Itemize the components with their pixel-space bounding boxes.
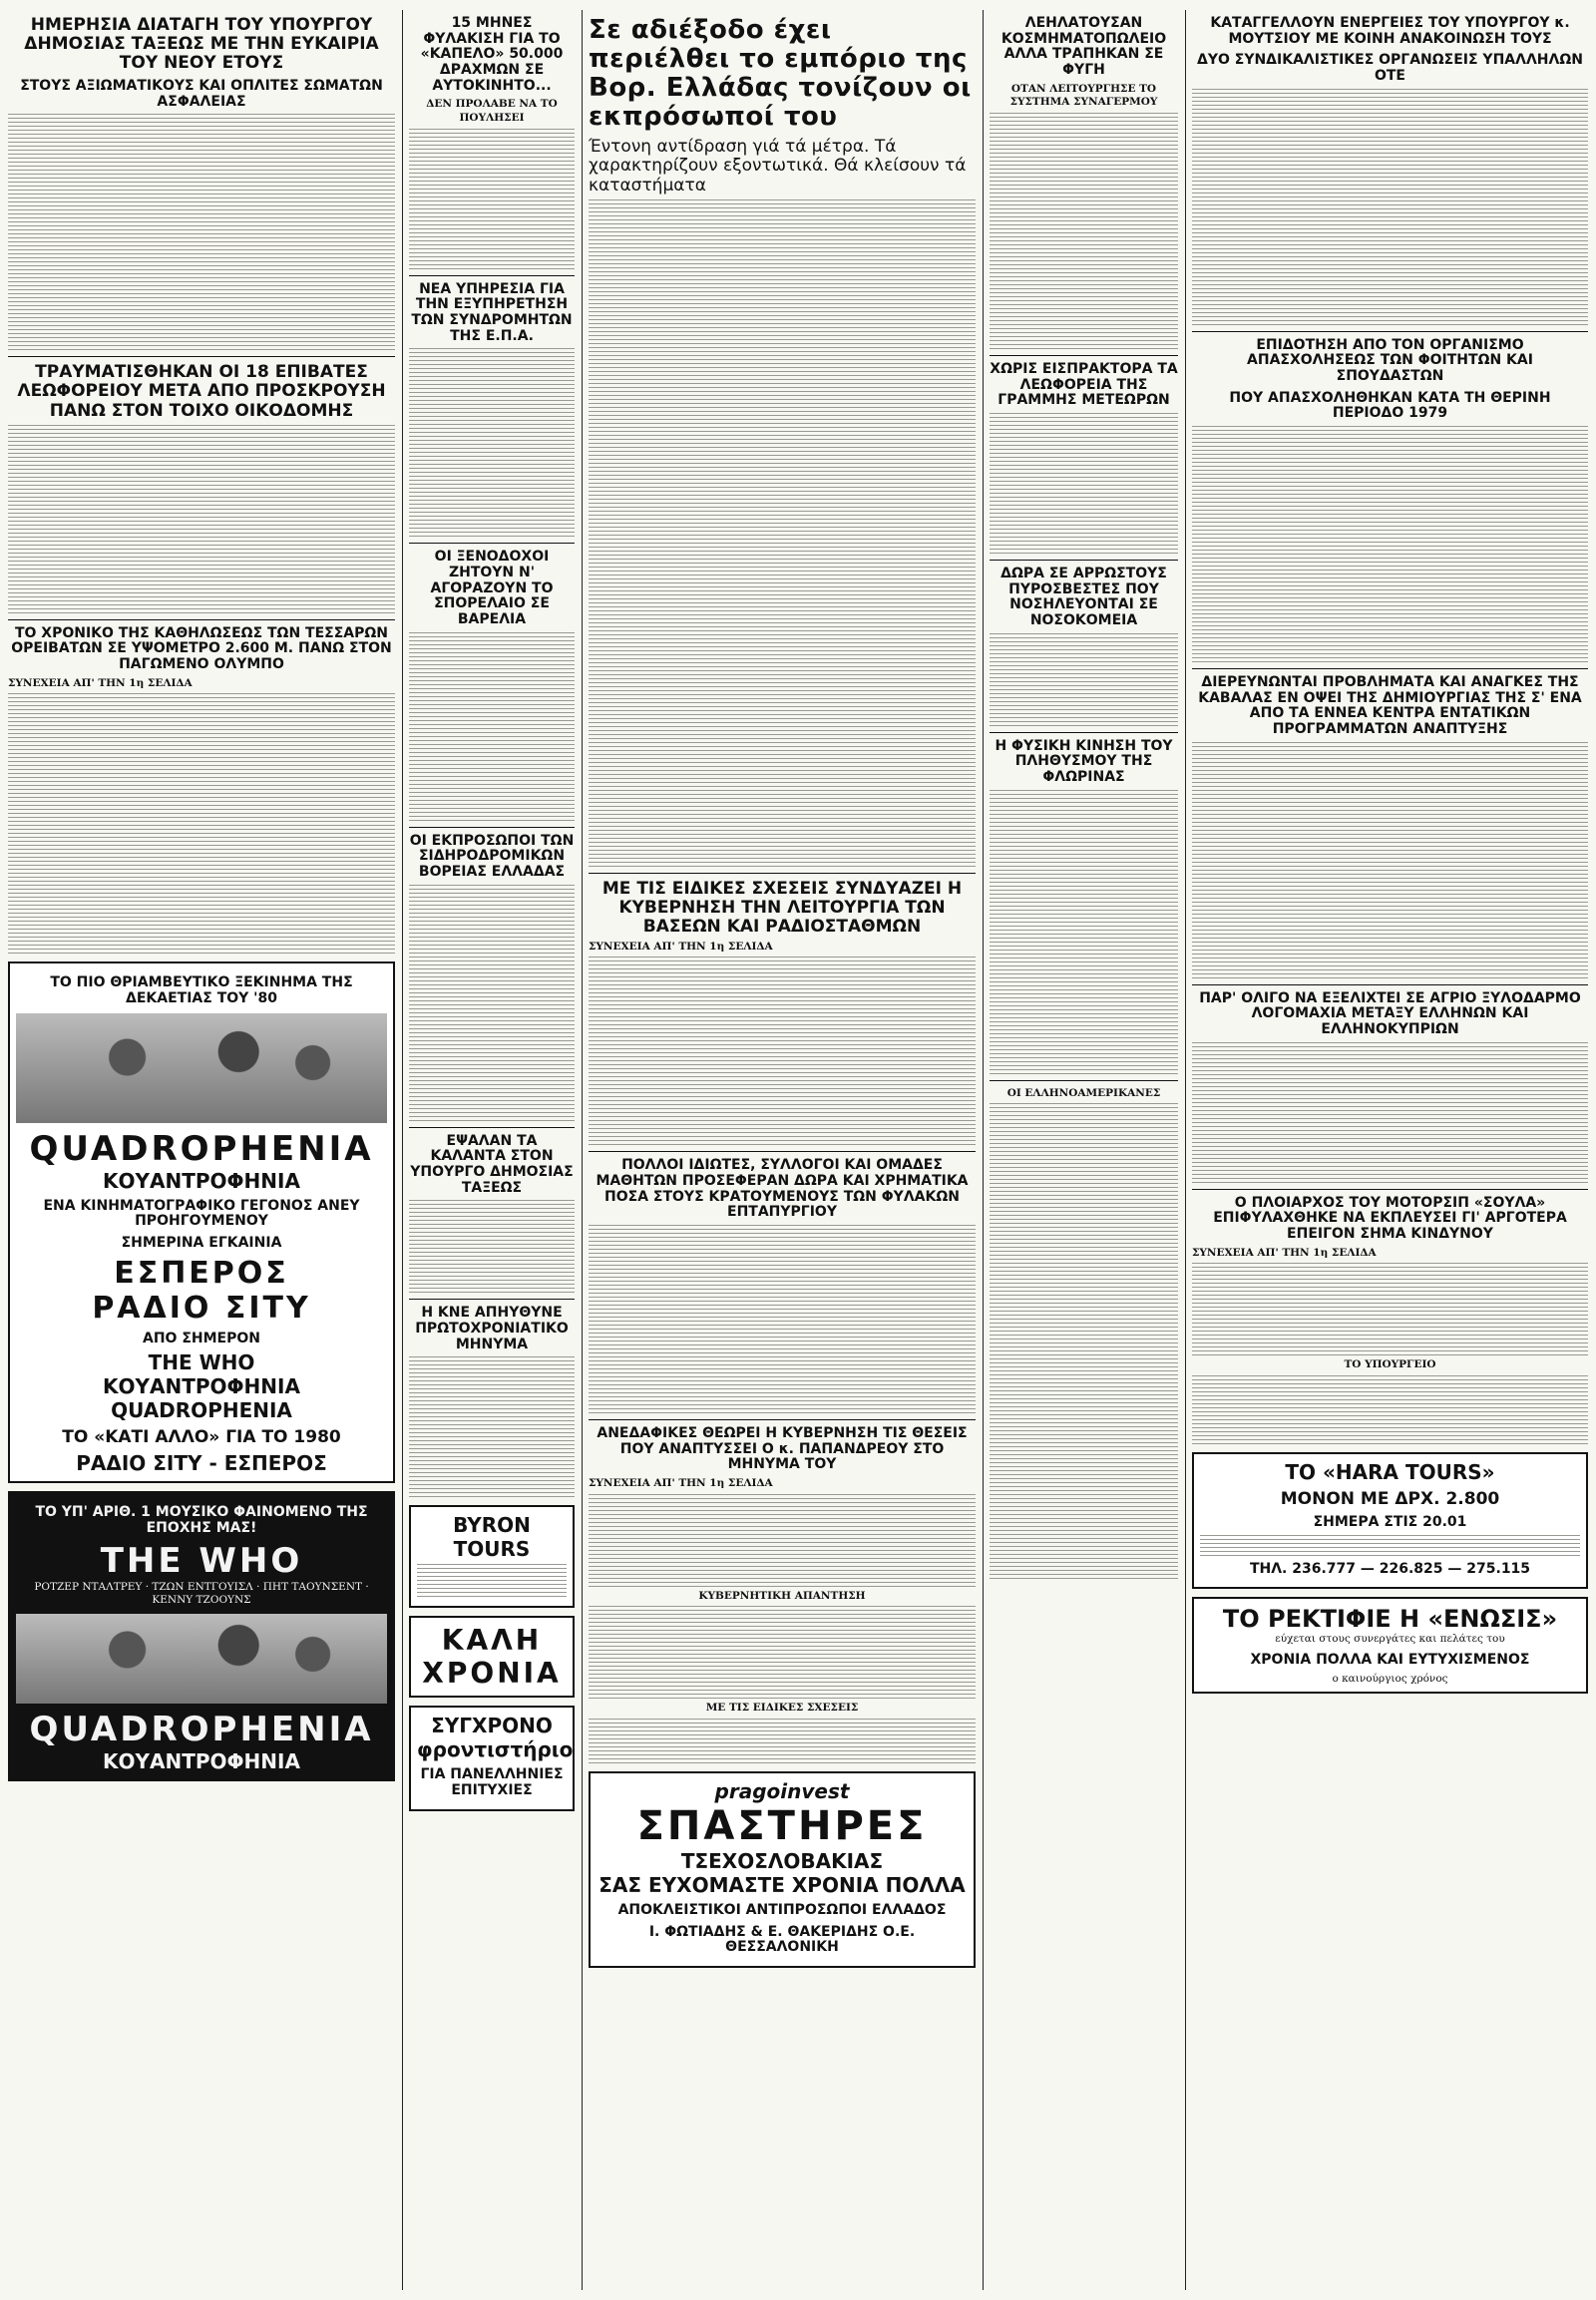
- continuation-note: ΣΥΝΕΧΕΙΑ ΑΠ' ΤΗΝ 1η ΣΕΛΙΔΑ: [589, 940, 773, 953]
- ad-band: THE WHO: [100, 1540, 303, 1581]
- travel-advertisement: [1192, 1452, 1588, 1589]
- headline: 15 ΜΗΝΕΣ ΦΥΛΑΚΙΣΗ ΓΙΑ ΤΟ «ΚΑΠΕΛΟ» 50.000 ΔΡΑΧΜΩΝ ΣΕ ΑΥΤΟΚΙΝΗΤΟ...: [420, 15, 564, 94]
- section-subheading: ΟΙ ΕΛΛΗΝΟΑΜΕΡΙΚΑΝΕΣ: [1006, 1086, 1161, 1099]
- ad-date: ΑΠΟ ΣΗΜΕΡΟΝ: [143, 1330, 260, 1346]
- ad-line: εύχεται στους συνεργάτες και πελάτες του: [1275, 1633, 1505, 1646]
- headline: ΟΙ ΕΚΠΡΟΣΩΠΟΙ ΤΩΝ ΣΙΔΗΡΟΔΡΟΜΙΚΩΝ ΒΟΡΕΙΑΣ ΕΛΛΑΔΑΣ: [409, 832, 575, 881]
- film-advertisement: [8, 1491, 395, 1781]
- continuation-note: ΣΥΝΕΧΕΙΑ ΑΠ' ΤΗΝ 1η ΣΕΛΙΔΑ: [589, 1476, 773, 1489]
- headline: ΚΑΤΑΓΓΕΛΛΟΥΝ ΕΝΕΡΓΕΙΕΣ ΤΟΥ ΥΠΟΥΡΓΟΥ κ. ΜΟΥΤΣΙΟΥ ΜΕ ΚΟΙΝΗ ΑΝΑΚΟΙΝΩΣΗ ΤΟΥΣ: [1210, 15, 1570, 47]
- ad-company: Ι. ΦΩΤΙΑΔΗΣ & Ε. ΘΑΚΕΡΙΔΗΣ Ο.Ε. ΘΕΣΣΑΛΟΝΙΚΗ: [648, 1923, 916, 1956]
- headline: ΜΕ ΤΙΣ ΕΙΔΙΚΕΣ ΣΧΕΣΕΙΣ ΣΥΝΔΥΑΖΕΙ Η ΚΥΒΕΡΝΗΣΗ ΤΗΝ ΛΕΙΤΟΥΡΓΙΑ ΤΩΝ ΒΑΣΕΩΝ ΚΑΙ ΡΑΔΙΟΣΤΑΘΜΩΝ: [601, 878, 963, 937]
- headline: ΟΙ ΞΕΝΟΔΟΧΟΙ ΖΗΤΟΥΝ Ν' ΑΓΟΡΑΖΟΥΝ ΤΟ ΣΠΟΡΕΛΑΙΟ ΣΕ ΒΑΡΕΛΙΑ: [430, 549, 554, 628]
- headline: ΗΜΕΡΗΣΙΑ ΔΙΑΤΑΓΗ ΤΟΥ ΥΠΟΥΡΓΟΥ ΔΗΜΟΣΙΑΣ ΤΑΞΕΩΣ ΜΕ ΤΗΝ ΕΥΚΑΙΡΙΑ ΤΟΥ ΝΕΟΥ ΕΤΟΥΣ: [24, 15, 379, 74]
- ad-title: ΚΑΛΗ ΧΡΟΝΙΑ: [422, 1624, 562, 1691]
- article-body: [990, 413, 1178, 554]
- ad-members: ΡΟΤΖΕΡ ΝΤΑΛΤΡΕΥ · ΤΖΩΝ ΕΝΤΓΟΥΙΣΛ · ΠΗΤ ΤΑΟΥΝΣΕΝΤ · ΚΕΝΝΥ ΤΖΟΟΥΝΣ: [34, 1580, 369, 1607]
- column-4: [990, 10, 1178, 2290]
- headline: ΔΩΡΑ ΣΕ ΑΡΡΩΣΤΟΥΣ ΠΥΡΟΣΒΕΣΤΕΣ ΠΟΥ ΝΟΣΗΛΕΥΟΝΤΑΙ ΣΕ ΝΟΣΟΚΟΜΕΙΑ: [1000, 565, 1167, 628]
- ad-opening: ΣΗΜΕΡΙΝΑ ΕΓΚΑΙΝΙΑ: [121, 1234, 282, 1251]
- ad-title: QUADROPHENIA: [29, 1709, 374, 1749]
- headline: ΝΕΑ ΥΠΗΡΕΣΙΑ ΓΙΑ ΤΗΝ ΕΞΥΠΗΡΕΤΗΣΗ ΤΩΝ ΣΥΝΔΡΟΜΗΤΩΝ ΤΗΣ Ε.Π.Α.: [411, 280, 573, 344]
- ad-cinema: ΡΑΔΙΟ ΣΙΤΥ: [92, 1290, 311, 1326]
- headline: ΠΑΡ' ΟΛΙΓΟ ΝΑ ΕΞΕΛΙΧΤΕΙ ΣΕ ΑΓΡΙΟ ΞΥΛΟΔΑΡΜΟ ΛΟΓΟΜΑΧΙΑ ΜΕΤΑΞΥ ΕΛΛΗΝΩΝ ΚΑΙ ΕΛΛΗΝΟΚΥΠΡΙΩΝ: [1199, 989, 1581, 1038]
- ad-cinema: ΕΣΠΕΡΟΣ: [114, 1255, 289, 1291]
- continuation-note: ΣΥΝΕΧΕΙΑ ΑΠ' ΤΗΝ 1η ΣΕΛΙΔΑ: [1192, 1246, 1377, 1259]
- rectifier-advertisement: [1192, 1597, 1588, 1694]
- column-2: [409, 10, 575, 2290]
- ad-tagline: ΤΟ ΠΙΟ ΘΡΙΑΜΒΕΥΤΙΚΟ ΞΕΚΙΝΗΜΑ ΤΗΣ ΔΕΚΑΕΤΙΑΣ ΤΟΥ '80: [50, 974, 353, 1006]
- ad-subtitle: ΚΟΥΑΝΤΡΟΦΗΝΙΑ: [103, 1168, 300, 1193]
- article-body: [409, 1356, 575, 1497]
- ad-title: BYRON TOURS: [453, 1513, 531, 1562]
- subheadline: ΠΟΥ ΑΠΑΣΧΟΛΗΘΗΚΑΝ ΚΑΤΑ ΤΗ ΘΕΡΙΝΗ ΠΕΡΙΟΔΟ 1979: [1229, 389, 1551, 422]
- school-advertisement: [409, 1706, 575, 1810]
- travel-advertisement: [409, 1505, 575, 1608]
- ad-date: ΣΗΜΕΡΑ ΣΤΙΣ 20.01: [1313, 1514, 1467, 1531]
- article-body: [589, 1225, 976, 1413]
- headline: Η ΚΝΕ ΑΠΗΥΘΥΝΕ ΠΡΩΤΟΧΡΟΝΙΑΤΙΚΟ ΜΗΝΥΜΑ: [415, 1305, 569, 1352]
- article-body: [1192, 426, 1588, 662]
- subheadline: ΔΕΝ ΠΡΟΛΑΒΕ ΝΑ ΤΟ ΠΟΥΛΗΣΕΙ: [426, 98, 558, 124]
- ad-cinemas: ΡΑΔΙΟ ΣΙΤΥ - ΕΣΠΕΡΟΣ: [76, 1451, 327, 1476]
- headline: ΠΟΛΛΟΙ ΙΔΙΩΤΕΣ, ΣΥΛΛΟΓΟΙ ΚΑΙ ΟΜΑΔΕΣ ΜΑΘΗΤΩΝ ΠΡΟΣΕΦΕΡΑΝ ΔΩΡΑ ΚΑΙ ΧΡΗΜΑΤΙΚΑ ΠΟΣΑ ΣΤΟΥΣ ΚΡΑΤΟΥΜΕΝΟΥΣ ΤΩΝ ΦΥΛΑΚΩΝ ΕΠΤΑΠΥΡΓΙΟΥ: [596, 1157, 969, 1221]
- ad-event: ΕΝΑ ΚΙΝΗΜΑΤΟΓΡΑΦΙΚΟ ΓΕΓΟΝΟΣ ΑΝΕΥ ΠΡΟΗΓΟΥΜΕΝΟΥ: [43, 1197, 360, 1230]
- ad-greeting: ΧΡΟΝΙΑ ΠΟΛΛΑ ΚΑΙ ΕΥΤΥΧΙΣΜΕΝΟΣ: [1250, 1652, 1530, 1669]
- subheadline: ΟΤΑΝ ΛΕΙΤΟΥΡΓΗΣΕ ΤΟ ΣΥΣΤΗΜΑ ΣΥΝΑΓΕΡΜΟΥ: [1009, 82, 1158, 109]
- main-column: [589, 10, 976, 2290]
- article-body: [409, 1200, 575, 1293]
- section-subheading: ΜΕ ΤΙΣ ΕΙΔΙΚΕΣ ΣΧΕΣΕΙΣ: [705, 1702, 859, 1715]
- column-rule: [582, 10, 583, 2290]
- ad-country: ΤΣΕΧΟΣΛΟΒΑΚΙΑΣ: [680, 1848, 884, 1873]
- cinema-advertisement: [8, 961, 395, 1483]
- headline: Η ΦΥΣΙΚΗ ΚΙΝΗΣΗ ΤΟΥ ΠΛΗΘΥΣΜΟΥ ΤΗΣ ΦΛΩΡΙΝΑΣ: [995, 737, 1173, 786]
- column-5: [1192, 10, 1588, 2290]
- ad-title: ΣΠΑΣΤΗΡΕΣ: [636, 1802, 928, 1849]
- headline: ΤΟ ΧΡΟΝΙΚΟ ΤΗΣ ΚΑΘΗΛΩΣΕΩΣ ΤΩΝ ΤΕΣΣΑΡΩΝ ΟΡΕΙΒΑΤΩΝ ΣΕ ΥΨΟΜΕΤΡΟ 2.600 Μ. ΠΑΝΩ ΣΤΟΝ ΠΑΓΩΜΕΝΟ ΟΛΥΜΠΟ: [11, 624, 392, 672]
- article-body: [1192, 1263, 1588, 1355]
- ad-offer: ΜΟΝΟΝ ΜΕ ΔΡΧ. 2.800: [1280, 1489, 1500, 1510]
- main-deck: Έντονη αντίδραση γιά τά μέτρα. Τά χαρακτηρίζουν εξοντωτικά. Θά κλείσουν τά καταστήματα: [589, 137, 967, 195]
- article-body: [990, 633, 1178, 726]
- ad-brand: ΤΟ «HARA TOURS»: [1285, 1460, 1495, 1485]
- headline: ΕΠΙΔΟΤΗΣΗ ΑΠΟ ΤΟΝ ΟΡΓΑΝΙΣΜΟ ΑΠΑΣΧΟΛΗΣΕΩΣ ΤΩΝ ΦΟΙΤΗΤΩΝ ΚΑΙ ΣΠΟΥΔΑΣΤΩΝ: [1247, 336, 1533, 385]
- headline: ΔΙΕΡΕΥΝΩΝΤΑΙ ΠΡΟΒΛΗΜΑΤΑ ΚΑΙ ΑΝΑΓΚΕΣ ΤΗΣ ΚΑΒΑΛΑΣ ΕΝ ΟΨΕΙ ΤΗΣ ΔΗΜΙΟΥΡΓΙΑΣ ΤΗΣ Σ' ΕΝΑ ΑΠΟ ΤΑ ΕΝΝΕΑ ΚΕΝΤΡΑ ΕΝΤΑΤΙΚΩΝ ΠΡΟΓΡΑΜΜΑΤΩΝ ΑΝΑΠΤΥΞΗΣ: [1198, 674, 1582, 738]
- article-body: [990, 1103, 1178, 1579]
- article-body: [589, 1606, 976, 1699]
- article-body: [589, 957, 976, 1145]
- subheadline: ΔΥΟ ΣΥΝΔΙΚΑΛΙΣΤΙΚΕΣ ΟΡΓΑΝΩΣΕΙΣ ΥΠΑΛΛΗΛΩΝ ΟΤΕ: [1197, 52, 1583, 85]
- headline: Ο ΠΛΟΙΑΡΧΟΣ ΤΟΥ ΜΟΤΟΡΣΙΠ «ΣΟΥΛΑ» ΕΠΙΦΥΛΑΧΘΗΚΕ ΝΑ ΕΚΠΛΕΥΣΕΙ ΓΙ' ΑΡΓΟΤΕΡΑ ΕΠΕΙΓΟΝ ΣΗΜΑ ΚΙΝΔΥΝΟΥ: [1213, 1194, 1567, 1243]
- column-rule: [402, 10, 403, 2290]
- article-body: [8, 114, 395, 350]
- ad-year: ο καινούργιος χρόνος: [1332, 1672, 1448, 1685]
- machinery-advertisement: [589, 1771, 976, 1968]
- section-subheading: ΤΟ ΥΠΟΥΡΓΕΙΟ: [1344, 1358, 1436, 1371]
- article-body: [8, 693, 395, 954]
- article-body: [409, 885, 575, 1121]
- headline: ΤΡΑΥΜΑΤΙΣΘΗΚΑΝ ΟΙ 18 ΕΠΙΒΑΤΕΣ ΛΕΩΦΟΡΕΙΟΥ ΜΕΤΑ ΑΠΟ ΠΡΟΣΚΡΟΥΣΗ ΠΑΝΩ ΣΤΟΝ ΤΟΙΧΟ ΟΙΚΟΔΟΜΗΣ: [17, 362, 386, 421]
- ad-title: ΣΥΓΧΡΟΝΟ φροντιστήριο: [417, 1714, 574, 1762]
- column-1: [8, 10, 395, 2290]
- ad-band: THE WHO: [148, 1350, 255, 1375]
- ad-subtitle: ΓΙΑ ΠΑΝΕΛΛΗΝΙΕΣ ΕΠΙΤΥΧΙΕΣ: [420, 1766, 564, 1799]
- column-rule: [983, 10, 984, 2290]
- ad-film: ΚΟΥΑΝΤΡΟΦΗΝΙΑ QUADROPHENIA: [103, 1374, 300, 1423]
- ad-title: QUADROPHENIA: [29, 1128, 374, 1169]
- article-body: [1192, 1042, 1588, 1183]
- ad-representatives: ΑΠΟΚΛΕΙΣΤΙΚΟΙ ΑΝΤΙΠΡΟΣΩΠΟΙ ΕΛΛΑΔΟΣ: [617, 1901, 947, 1918]
- continuation-note: ΣΥΝΕΧΕΙΑ ΑΠ' ΤΗΝ 1η ΣΕΛΙΔΑ: [8, 676, 193, 689]
- greeting-advertisement: [409, 1616, 575, 1698]
- ad-slogan: ΤΟ «ΚΑΤΙ ΑΛΛΟ» ΓΙΑ ΤΟ 1980: [62, 1427, 341, 1448]
- ad-tagline: ΤΟ ΥΠ' ΑΡΙΘ. 1 ΜΟΥΣΙΚΟ ΦΑΙΝΟΜΕΝΟ ΤΗΣ ΕΠΟΧΗΣ ΜΑΣ!: [35, 1504, 368, 1536]
- band-photo: [16, 1614, 387, 1704]
- ad-subtitle: ΚΟΥΑΝΤΡΟΦΗΝΙΑ: [103, 1748, 300, 1773]
- article-body: [1192, 1375, 1588, 1444]
- article-body: [409, 632, 575, 821]
- headline: ΕΨΑΛΑΝ ΤΑ ΚΑΛΑΝΤΑ ΣΤΟΝ ΥΠΟΥΡΓΟ ΔΗΜΟΣΙΑΣ ΤΑΞΕΩΣ: [410, 1132, 574, 1196]
- subheadline: ΣΤΟΥΣ ΑΞΙΩΜΑΤΙΚΟΥΣ ΚΑΙ ΟΠΛΙΤΕΣ ΣΩΜΑΤΩΝ ΑΣΦΑΛΕΙΑΣ: [20, 78, 383, 110]
- article-body: [8, 425, 395, 613]
- section-subheading: ΚΥΒΕΡΝΗΤΙΚΗ ΑΠΑΝΤΗΣΗ: [698, 1589, 866, 1602]
- headline: ΑΝΕΔΑΦΙΚΕΣ ΘΕΩΡΕΙ Η ΚΥΒΕΡΝΗΣΗ ΤΙΣ ΘΕΣΕΙΣ ΠΟΥ ΑΝΑΠΤΥΣΣΕΙ Ο κ. ΠΑΠΑΝΔΡΕΟΥ ΣΤΟ ΜΗΝΥΜΑ ΤΟΥ: [597, 1424, 968, 1473]
- article-body: [589, 199, 976, 867]
- headline: ΛΕΗΛΑΤΟΥΣΑΝ ΚΟΣΜΗΜΑΤΟΠΩΛΕΙΟ ΑΛΛΑ ΤΡΑΠΗΚΑΝ ΣΕ ΦΥΓΗ: [1000, 15, 1167, 79]
- article-body: [990, 113, 1178, 349]
- article-body: [589, 1719, 976, 1763]
- article-body: [589, 1494, 976, 1587]
- article-body: [990, 790, 1178, 1074]
- article-body: [1192, 89, 1588, 325]
- column-rule: [1185, 10, 1186, 2290]
- ad-brand: pragoinvest: [714, 1778, 850, 1803]
- band-photo: [16, 1013, 387, 1123]
- article-body: [1192, 742, 1588, 978]
- ad-title: ΤΟ ΡΕΚΤΙΦΙΕ Η «ΕΝΩΣΙΣ»: [1222, 1605, 1558, 1634]
- article-body: [409, 129, 575, 269]
- article-body: [409, 348, 575, 537]
- main-headline: Σε αδιέξοδο έχει περιέλθει το εμπόριο της Βορ. Ελλάδας τονίζουν οι εκπρόσωποί του: [589, 15, 972, 133]
- ad-phone: ΤΗΛ. 236.777 — 226.825 — 275.115: [1249, 1560, 1531, 1577]
- ad-greeting: ΣΑΣ ΕΥΧΟΜΑΣΤΕ ΧΡΟΝΙΑ ΠΟΛΛΑ: [598, 1872, 966, 1897]
- headline: ΧΩΡΙΣ ΕΙΣΠΡΑΚΤΟΡΑ ΤΑ ΛΕΩΦΟΡΕΙΑ ΤΗΣ ΓΡΑΜΜΗΣ ΜΕΤΕΩΡΩΝ: [990, 360, 1178, 409]
